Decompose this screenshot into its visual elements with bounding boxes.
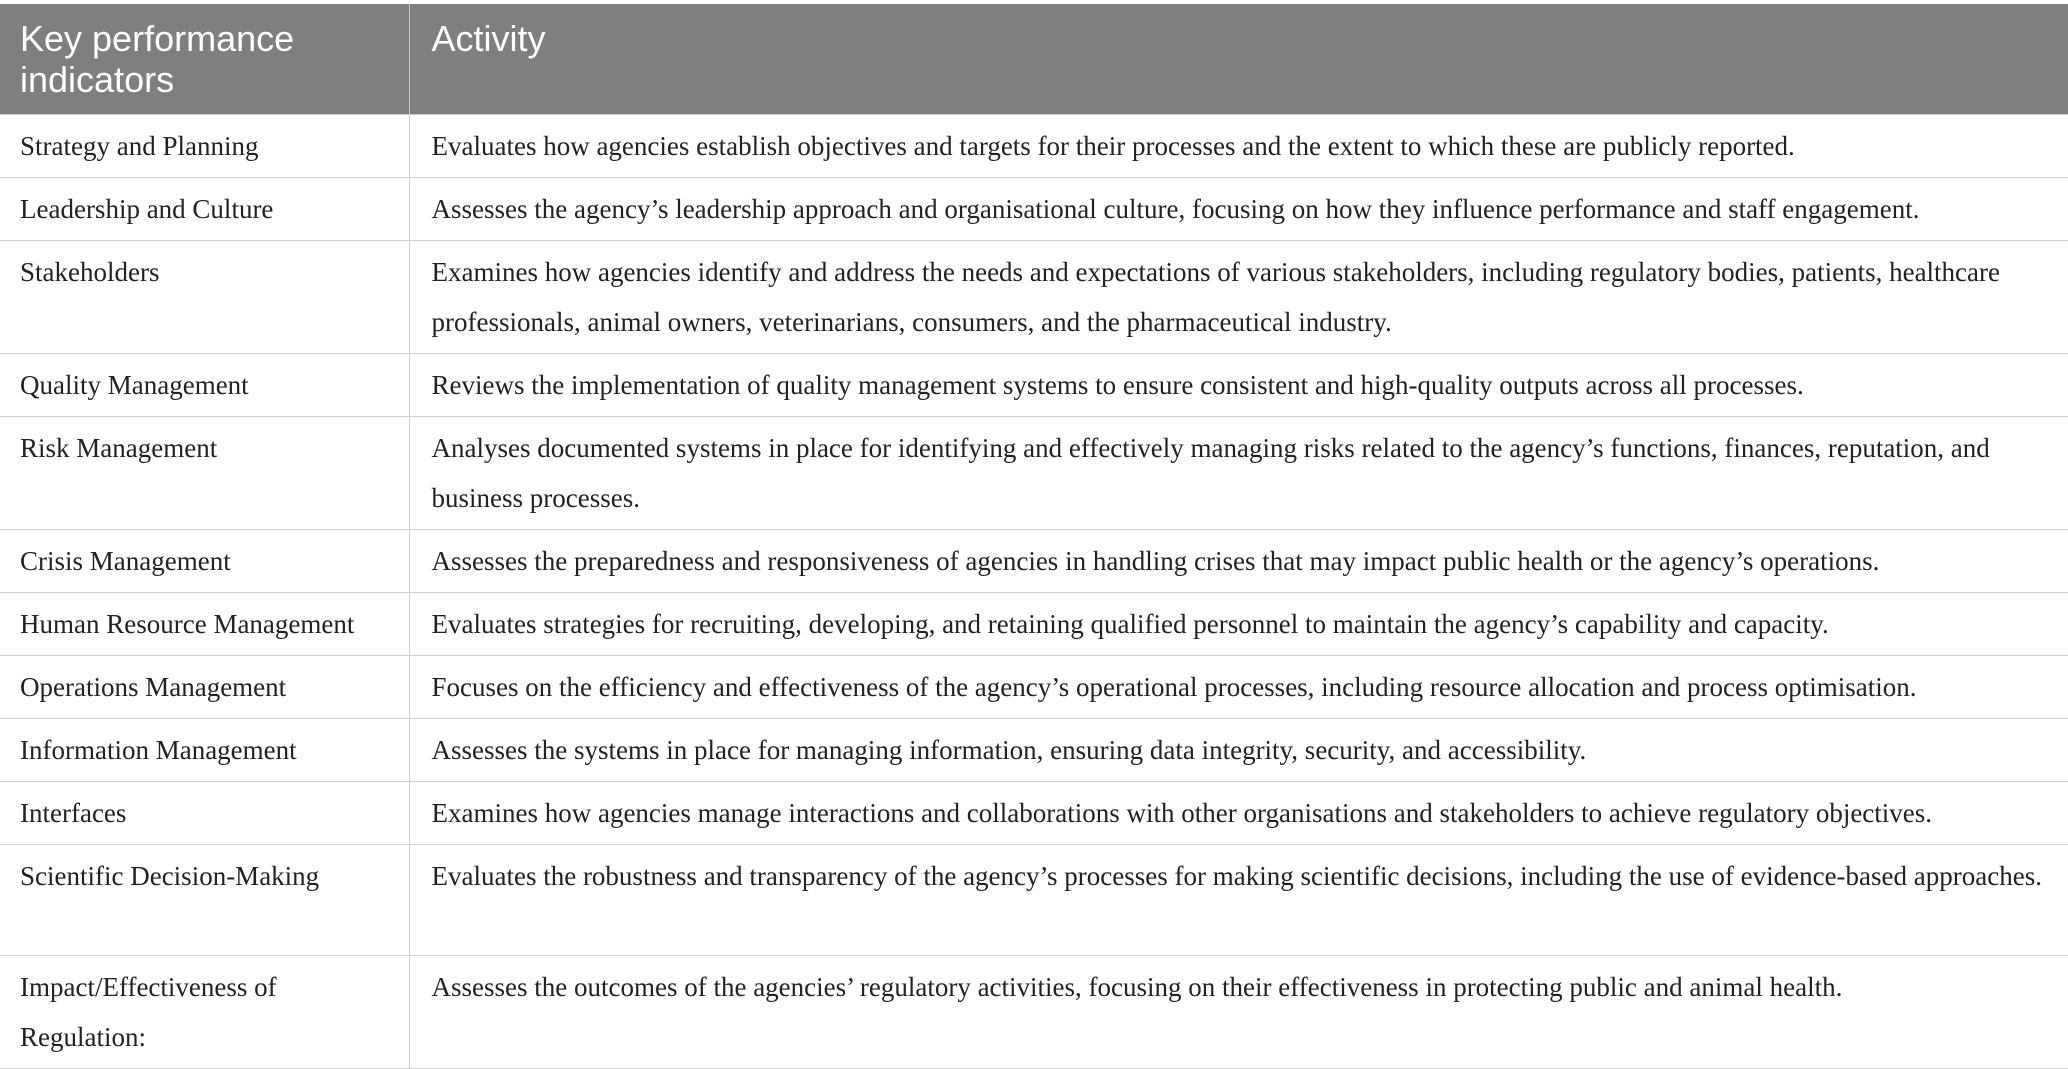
table-row — [0, 845, 2068, 956]
activity-cell: Analyses documented systems in place for identifying and effectively managing risks related to the agency’s functions, finances, reputation, and business processes. — [409, 417, 2068, 530]
activity-cell: Assesses the preparedness and responsiveness of agencies in handling crises that may impact public health or the agency’s operations. — [409, 530, 2068, 593]
kpi-cell: Impact/Effectiveness of Regulation: — [0, 956, 409, 1069]
column-header-kpi: Key performance indicators — [0, 4, 409, 115]
table-row — [0, 530, 2068, 593]
table-row — [0, 241, 2068, 354]
table-row — [0, 354, 2068, 417]
kpi-cell: Operations Management — [0, 656, 409, 719]
header-row — [0, 4, 2068, 115]
table-body — [0, 115, 2068, 1069]
kpi-cell: Stakeholders — [0, 241, 409, 354]
kpi-cell: Leadership and Culture — [0, 178, 409, 241]
kpi-cell: Risk Management — [0, 417, 409, 530]
activity-cell: Evaluates how agencies establish objectives and targets for their processes and the extent to which these are publicly reported. — [409, 115, 2068, 178]
table-row — [0, 178, 2068, 241]
activity-cell: Assesses the agency’s leadership approach and organisational culture, focusing on how they influence performance and staff engagement. — [409, 178, 2068, 241]
kpi-cell: Information Management — [0, 719, 409, 782]
kpi-cell: Crisis Management — [0, 530, 409, 593]
table-row — [0, 782, 2068, 845]
kpi-cell: Interfaces — [0, 782, 409, 845]
kpi-cell: Human Resource Management — [0, 593, 409, 656]
table-row — [0, 417, 2068, 530]
activity-cell: Focuses on the efficiency and effectiveness of the agency’s operational processes, including resource allocation and process optimisation. — [409, 656, 2068, 719]
kpi-cell: Strategy and Planning — [0, 115, 409, 178]
kpi-cell: Scientific Decision-Making — [0, 845, 409, 956]
activity-cell: Examines how agencies identify and address the needs and expectations of various stakeholders, including regulatory bodies, patients, healthcare professionals, animal owners, veterinarians, consumers, and the pharmaceutical industry. — [409, 241, 2068, 354]
table-row — [0, 593, 2068, 656]
activity-cell: Examines how agencies manage interactions and collaborations with other organisations and stakeholders to achieve regulatory objectives. — [409, 782, 2068, 845]
activity-cell: Reviews the implementation of quality management systems to ensure consistent and high-quality outputs across all processes. — [409, 354, 2068, 417]
activity-cell: Evaluates strategies for recruiting, developing, and retaining qualified personnel to maintain the agency’s capability and capacity. — [409, 593, 2068, 656]
table-row — [0, 719, 2068, 782]
kpi-table-container — [0, 4, 2068, 1069]
table-row — [0, 656, 2068, 719]
table-header — [0, 4, 2068, 115]
table-row — [0, 956, 2068, 1069]
table-row — [0, 115, 2068, 178]
activity-cell: Evaluates the robustness and transparency of the agency’s processes for making scientific decisions, including the use of evidence-based approaches. — [409, 845, 2068, 956]
kpi-table — [0, 4, 2068, 1069]
kpi-cell: Quality Management — [0, 354, 409, 417]
activity-cell: Assesses the systems in place for managing information, ensuring data integrity, security, and accessibility. — [409, 719, 2068, 782]
activity-cell: Assesses the outcomes of the agencies’ regulatory activities, focusing on their effectiveness in protecting public and animal health. — [409, 956, 2068, 1069]
column-header-activity: Activity — [409, 4, 2068, 115]
